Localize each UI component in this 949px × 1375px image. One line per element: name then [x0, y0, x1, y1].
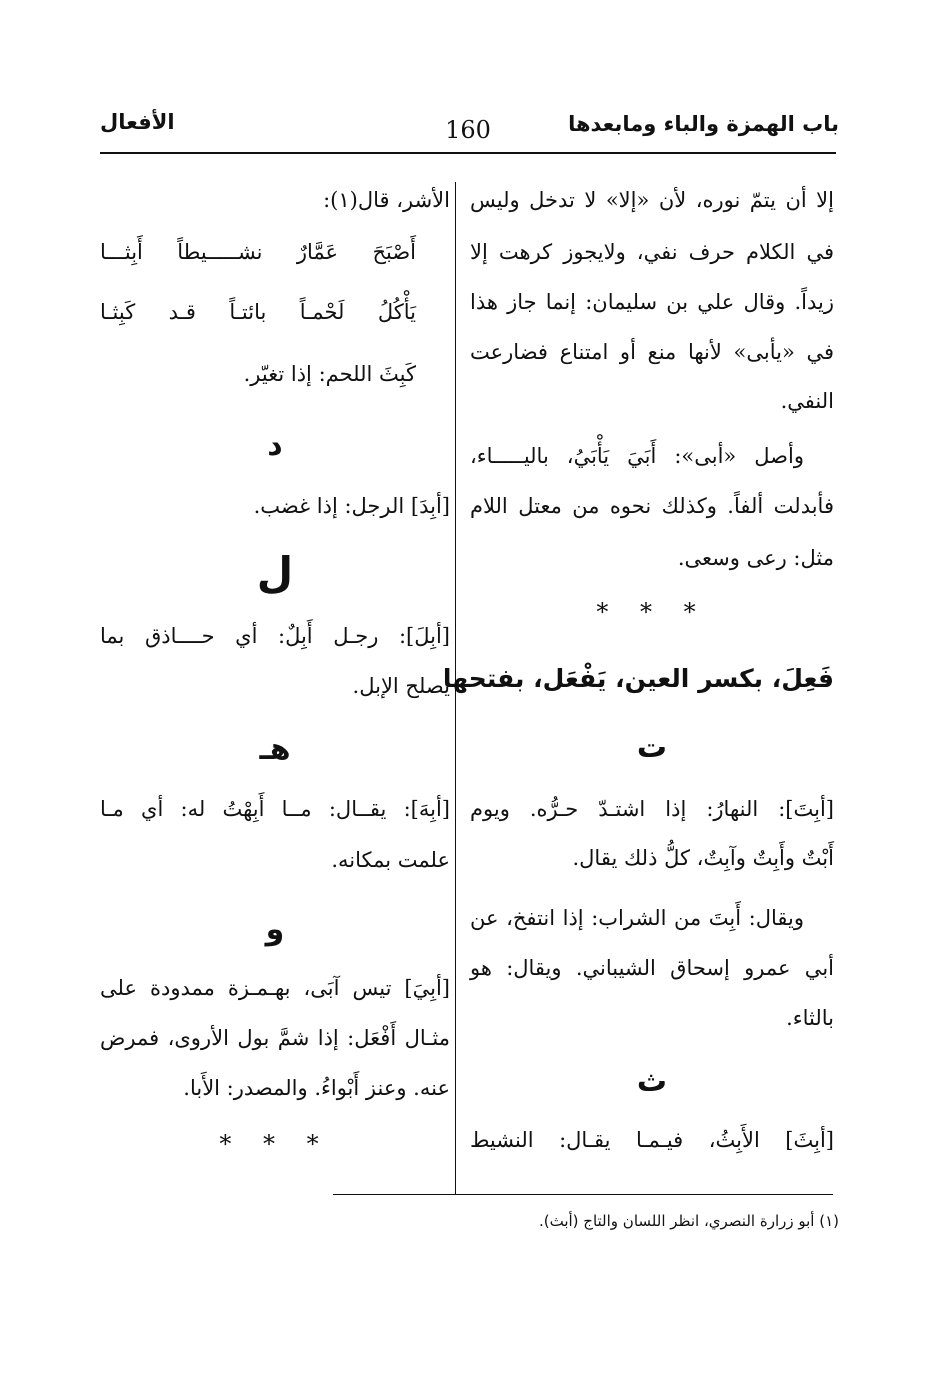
verse-line: يَأْكُلُ لَحْمـاً بائتـاً قـد كَبِثـا — [100, 300, 416, 324]
separator-stars: * * * — [596, 598, 708, 626]
verse-line: أَصْبَحَ عَمَّارٌ نشـــــيطاً أَبِثـــا — [100, 240, 416, 264]
text-line: أبي عمرو إسحاق الشيباني. ويقال: هو — [470, 956, 834, 980]
text-line: [أبِدَ] الرجل: إذا غضب. — [253, 494, 450, 518]
letter-heading: ث — [636, 1064, 668, 1099]
left-column — [100, 0, 450, 1194]
text-line: زيداً. وقال علي بن سليمان: إنما جاز هذا — [470, 290, 834, 314]
text-line: إلا أن يتمّ نوره، لأن «إلا» لا تدخل وليس — [470, 188, 834, 212]
text-line: ويقال: أَبِتَ من الشراب: إذا انتفخ، عن — [470, 906, 804, 930]
footnote-rule — [333, 1194, 833, 1195]
text-line: [أبِهَ]: يقــال: مــا أَبِهْتُ له: أي مـا — [100, 797, 450, 821]
section-title: فَعِلَ، بكسر العين، يَفْعَل، بفتحها — [442, 664, 834, 693]
text-line: وأصل «أبى»: أَبَيَ يَأْبَيُ، باليـــــاء، — [470, 444, 804, 468]
letter-heading: ل — [256, 548, 294, 597]
text-line: الأشر، قال(١): — [323, 188, 450, 212]
text-line: في «يأبى» لأنها منع أو امتناع فضارعت — [470, 340, 834, 364]
text-line: [أبِتَ]: النهارُ: إذا اشتـدّ حـرُّه. ويوم — [470, 797, 834, 821]
text-line: أَبْتٌ وأَبِتٌ وآبِتٌ، كلُّ ذلك يقال. — [572, 846, 834, 870]
letter-heading: ت — [636, 730, 668, 765]
text-line: في الكلام حرف نفي، ولايجوز كرهت إلا — [470, 240, 834, 264]
running-header-right: باب الهمزة والباء ومابعدها — [568, 112, 839, 136]
text-line: مثـال أَفْعَل: إذا شمَّ بول الأروى، فمرض — [100, 1026, 450, 1050]
letter-heading: و — [265, 912, 285, 947]
text-line: [أبِثَ] الأَبِثُ، فيـمـا يقـال: النشيط — [470, 1128, 834, 1152]
text-line: النفي. — [780, 389, 834, 413]
letter-heading: د — [267, 428, 283, 463]
text-line: فأبدلت ألفاً. وكذلك نحوه من معتل اللام — [470, 494, 834, 518]
letter-heading: هـ — [259, 732, 291, 767]
text-line: [أبِلَ]: رجـل أَبِلٌ: أي حــــاذق بما — [100, 624, 450, 648]
text-line: يصلح الإبل. — [352, 674, 450, 698]
running-header-left: الأفعال — [100, 110, 175, 134]
text-line: كَبِثَ اللحم: إذا تغيّر. — [243, 362, 416, 386]
page-number: 160 — [445, 116, 491, 144]
text-line: [أبِيَ] تيس آبَى، بهـمـزة ممدودة على — [100, 976, 450, 1000]
text-line: عنه. وعنز أَبْواءُ. والمصدر: الأَبا. — [183, 1076, 450, 1100]
separator-stars: * * * — [219, 1130, 331, 1158]
text-line: علمت بمكانه. — [331, 848, 450, 872]
text-line: بالثاء. — [786, 1006, 834, 1030]
footnote: (١) أبو زرارة النصري، انظر اللسان والتاج (أبث). — [538, 1212, 839, 1230]
text-line: مثل: رعى وسعى. — [677, 546, 834, 570]
